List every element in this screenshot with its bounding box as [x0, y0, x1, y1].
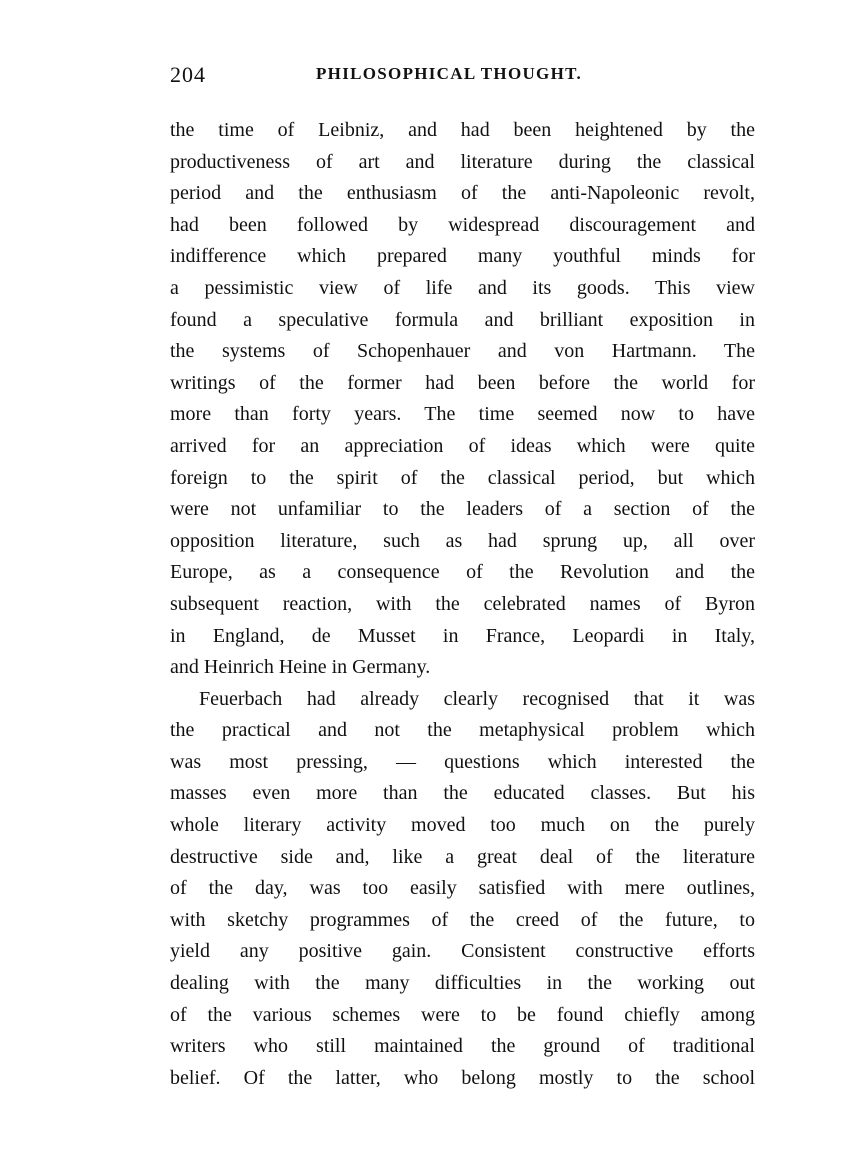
text-line: more than forty years. The time seemed now to have — [170, 403, 755, 426]
text-line: Europe, as a consequence of the Revolution and the — [170, 561, 755, 584]
text-line: whole literary activity moved too much on the purely — [170, 814, 755, 837]
text-line: opposition literature, such as had sprung up, all over — [170, 529, 755, 552]
text-line: productiveness of art and literature during the classical — [170, 150, 755, 173]
text-line: subsequent reaction, with the celebrated names of Byron — [170, 592, 755, 615]
text-line: belief. Of the latter, who belong mostly to the school — [170, 1066, 755, 1089]
body-text — [170, 115, 755, 1094]
text-line: yield any positive gain. Consistent constructive efforts — [170, 940, 755, 963]
text-line: with sketchy programmes of the creed of the future, to — [170, 908, 755, 931]
page-number: 204 — [170, 62, 206, 87]
text-line: had been followed by widespread discouragement and — [170, 213, 755, 236]
text-line: foreign to the spirit of the classical period, but which — [170, 466, 755, 489]
text-line: writers who still maintained the ground of traditional — [170, 1035, 755, 1058]
text-line: a pessimistic view of life and its goods. This view — [170, 276, 755, 299]
text-line: and Heinrich Heine in Germany. — [170, 656, 431, 679]
text-line: the systems of Schopenhauer and von Hartmann. The — [170, 340, 755, 363]
text-line: of the various schemes were to be found chiefly among — [170, 1003, 755, 1026]
text-line: Feuerbach had already clearly recognised that it was — [199, 687, 755, 710]
text-line: was most pressing, — questions which interested the — [170, 750, 755, 773]
text-line: period and the enthusiasm of the anti-Napoleonic revolt, — [170, 182, 755, 205]
text-line: the practical and not the metaphysical problem which — [170, 719, 755, 742]
text-line: arrived for an appreciation of ideas which were quite — [170, 434, 755, 457]
text-line: destructive side and, like a great deal of the literature — [170, 845, 755, 868]
paragraph-2 — [170, 684, 755, 1095]
text-line: masses even more than the educated classes. But his — [170, 782, 755, 805]
running-title: PHILOSOPHICAL THOUGHT. — [316, 64, 583, 83]
text-line: were not unfamiliar to the leaders of a section of the — [170, 498, 755, 521]
paragraph-1 — [170, 115, 755, 684]
running-head — [170, 62, 755, 92]
text-line: writings of the former had been before the world for — [170, 371, 755, 394]
text-line: indifference which prepared many youthful minds for — [170, 245, 755, 268]
text-line: dealing with the many difficulties in the working out — [170, 972, 755, 995]
text-line: the time of Leibniz, and had been heightened by the — [170, 119, 755, 141]
text-line: in England, de Musset in France, Leopardi in Italy, — [170, 624, 755, 647]
text-line: found a speculative formula and brilliant exposition in — [170, 308, 755, 331]
text-line: of the day, was too easily satisfied with mere outlines, — [170, 877, 755, 900]
